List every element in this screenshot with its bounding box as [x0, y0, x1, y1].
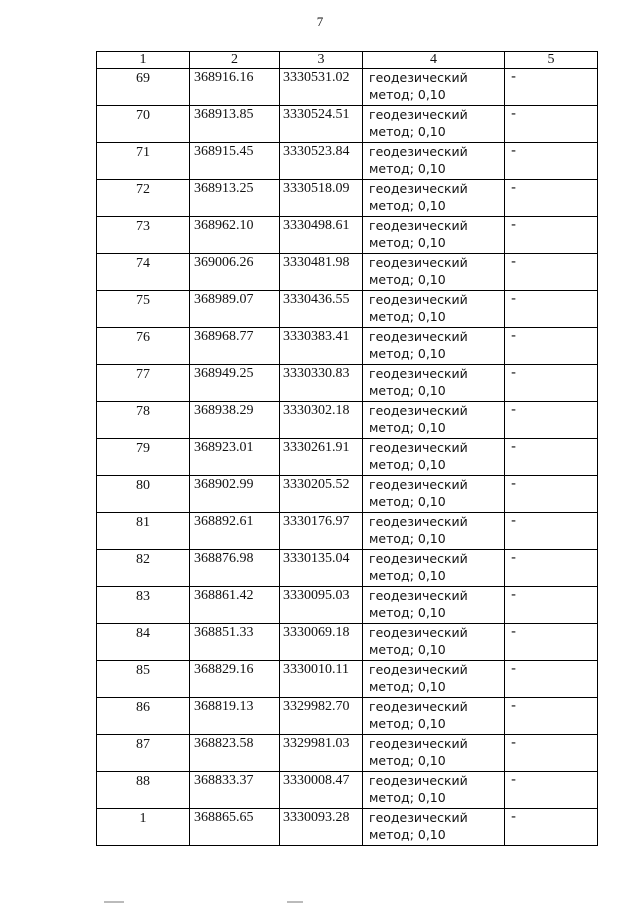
- method-cell: геодезический метод; 0,10: [363, 476, 505, 513]
- y-coordinate-cell: 3330481.98: [280, 254, 363, 291]
- note-cell: -: [505, 735, 598, 772]
- method-cell: геодезический метод; 0,10: [363, 254, 505, 291]
- scan-mark: [287, 901, 303, 903]
- note-cell: -: [505, 365, 598, 402]
- note-cell: -: [505, 328, 598, 365]
- point-number-cell: 80: [97, 476, 190, 513]
- x-coordinate-cell: 368892.61: [190, 513, 280, 550]
- y-coordinate-cell: 3330261.91: [280, 439, 363, 476]
- x-coordinate-cell: 368851.33: [190, 624, 280, 661]
- table-row: [97, 550, 598, 587]
- column-header: 5: [505, 52, 598, 69]
- point-number-cell: 76: [97, 328, 190, 365]
- coordinates-table: [96, 51, 598, 846]
- method-cell: геодезический метод; 0,10: [363, 809, 505, 846]
- point-number-cell: 85: [97, 661, 190, 698]
- point-number-cell: 78: [97, 402, 190, 439]
- x-coordinate-cell: 368916.16: [190, 69, 280, 106]
- table-row: [97, 106, 598, 143]
- y-coordinate-cell: 3329981.03: [280, 735, 363, 772]
- table-row: [97, 402, 598, 439]
- x-coordinate-cell: 368823.58: [190, 735, 280, 772]
- point-number-cell: 84: [97, 624, 190, 661]
- scan-mark: [104, 901, 124, 903]
- y-coordinate-cell: 3330330.83: [280, 365, 363, 402]
- column-header: 2: [190, 52, 280, 69]
- x-coordinate-cell: 368833.37: [190, 772, 280, 809]
- note-cell: -: [505, 439, 598, 476]
- y-coordinate-cell: 3330524.51: [280, 106, 363, 143]
- point-number-cell: 77: [97, 365, 190, 402]
- method-cell: геодезический метод; 0,10: [363, 439, 505, 476]
- method-cell: геодезический метод; 0,10: [363, 772, 505, 809]
- y-coordinate-cell: 3330008.47: [280, 772, 363, 809]
- y-coordinate-cell: 3330135.04: [280, 550, 363, 587]
- x-coordinate-cell: 368989.07: [190, 291, 280, 328]
- note-cell: -: [505, 217, 598, 254]
- method-cell: геодезический метод; 0,10: [363, 291, 505, 328]
- point-number-cell: 71: [97, 143, 190, 180]
- x-coordinate-cell: 368865.65: [190, 809, 280, 846]
- y-coordinate-cell: 3330010.11: [280, 661, 363, 698]
- x-coordinate-cell: 368915.45: [190, 143, 280, 180]
- method-cell: геодезический метод; 0,10: [363, 661, 505, 698]
- table-row: [97, 180, 598, 217]
- point-number-cell: 69: [97, 69, 190, 106]
- page-number: 7: [316, 14, 324, 29]
- method-cell: геодезический метод; 0,10: [363, 513, 505, 550]
- point-number-cell: 81: [97, 513, 190, 550]
- y-coordinate-cell: 3330523.84: [280, 143, 363, 180]
- method-cell: геодезический метод; 0,10: [363, 735, 505, 772]
- x-coordinate-cell: 369006.26: [190, 254, 280, 291]
- method-cell: геодезический метод; 0,10: [363, 106, 505, 143]
- note-cell: -: [505, 143, 598, 180]
- table-row: [97, 661, 598, 698]
- x-coordinate-cell: 368923.01: [190, 439, 280, 476]
- y-coordinate-cell: 3330302.18: [280, 402, 363, 439]
- method-cell: геодезический метод; 0,10: [363, 587, 505, 624]
- y-coordinate-cell: 3330498.61: [280, 217, 363, 254]
- x-coordinate-cell: 368861.42: [190, 587, 280, 624]
- y-coordinate-cell: 3329982.70: [280, 698, 363, 735]
- table-row: [97, 476, 598, 513]
- column-header: 3: [280, 52, 363, 69]
- y-coordinate-cell: 3330095.03: [280, 587, 363, 624]
- note-cell: -: [505, 513, 598, 550]
- x-coordinate-cell: 368968.77: [190, 328, 280, 365]
- method-cell: геодезический метод; 0,10: [363, 180, 505, 217]
- point-number-cell: 75: [97, 291, 190, 328]
- note-cell: -: [505, 772, 598, 809]
- point-number-cell: 87: [97, 735, 190, 772]
- y-coordinate-cell: 3330383.41: [280, 328, 363, 365]
- note-cell: -: [505, 698, 598, 735]
- x-coordinate-cell: 368902.99: [190, 476, 280, 513]
- note-cell: -: [505, 180, 598, 217]
- point-number-cell: 74: [97, 254, 190, 291]
- table-row: [97, 217, 598, 254]
- table-row: [97, 587, 598, 624]
- point-number-cell: 88: [97, 772, 190, 809]
- table-body: [97, 69, 598, 846]
- point-number-cell: 72: [97, 180, 190, 217]
- x-coordinate-cell: 368949.25: [190, 365, 280, 402]
- note-cell: -: [505, 587, 598, 624]
- x-coordinate-cell: 368962.10: [190, 217, 280, 254]
- note-cell: -: [505, 624, 598, 661]
- x-coordinate-cell: 368913.85: [190, 106, 280, 143]
- table-row: [97, 735, 598, 772]
- y-coordinate-cell: 3330518.09: [280, 180, 363, 217]
- note-cell: -: [505, 661, 598, 698]
- table-row: [97, 439, 598, 476]
- table-row: [97, 143, 598, 180]
- y-coordinate-cell: 3330436.55: [280, 291, 363, 328]
- note-cell: -: [505, 809, 598, 846]
- x-coordinate-cell: 368876.98: [190, 550, 280, 587]
- table-row: [97, 365, 598, 402]
- point-number-cell: 79: [97, 439, 190, 476]
- method-cell: геодезический метод; 0,10: [363, 69, 505, 106]
- x-coordinate-cell: 368819.13: [190, 698, 280, 735]
- method-cell: геодезический метод; 0,10: [363, 550, 505, 587]
- method-cell: геодезический метод; 0,10: [363, 624, 505, 661]
- note-cell: -: [505, 254, 598, 291]
- method-cell: геодезический метод; 0,10: [363, 217, 505, 254]
- method-cell: геодезический метод; 0,10: [363, 143, 505, 180]
- table-row: [97, 291, 598, 328]
- table-row: [97, 698, 598, 735]
- table-row: [97, 328, 598, 365]
- note-cell: -: [505, 402, 598, 439]
- column-header: 1: [97, 52, 190, 69]
- point-number-cell: 73: [97, 217, 190, 254]
- point-number-cell: 86: [97, 698, 190, 735]
- table-row: [97, 809, 598, 846]
- column-header: 4: [363, 52, 505, 69]
- method-cell: геодезический метод; 0,10: [363, 365, 505, 402]
- y-coordinate-cell: 3330069.18: [280, 624, 363, 661]
- table-row: [97, 772, 598, 809]
- point-number-cell: 82: [97, 550, 190, 587]
- note-cell: -: [505, 550, 598, 587]
- table-header-row: [97, 52, 598, 69]
- table-row: [97, 624, 598, 661]
- method-cell: геодезический метод; 0,10: [363, 328, 505, 365]
- y-coordinate-cell: 3330176.97: [280, 513, 363, 550]
- note-cell: -: [505, 69, 598, 106]
- x-coordinate-cell: 368829.16: [190, 661, 280, 698]
- table-row: [97, 254, 598, 291]
- point-number-cell: 70: [97, 106, 190, 143]
- note-cell: -: [505, 476, 598, 513]
- method-cell: геодезический метод; 0,10: [363, 698, 505, 735]
- table-row: [97, 513, 598, 550]
- point-number-cell: 1: [97, 809, 190, 846]
- y-coordinate-cell: 3330531.02: [280, 69, 363, 106]
- x-coordinate-cell: 368913.25: [190, 180, 280, 217]
- table-row: [97, 69, 598, 106]
- x-coordinate-cell: 368938.29: [190, 402, 280, 439]
- note-cell: -: [505, 291, 598, 328]
- y-coordinate-cell: 3330093.28: [280, 809, 363, 846]
- note-cell: -: [505, 106, 598, 143]
- method-cell: геодезический метод; 0,10: [363, 402, 505, 439]
- point-number-cell: 83: [97, 587, 190, 624]
- y-coordinate-cell: 3330205.52: [280, 476, 363, 513]
